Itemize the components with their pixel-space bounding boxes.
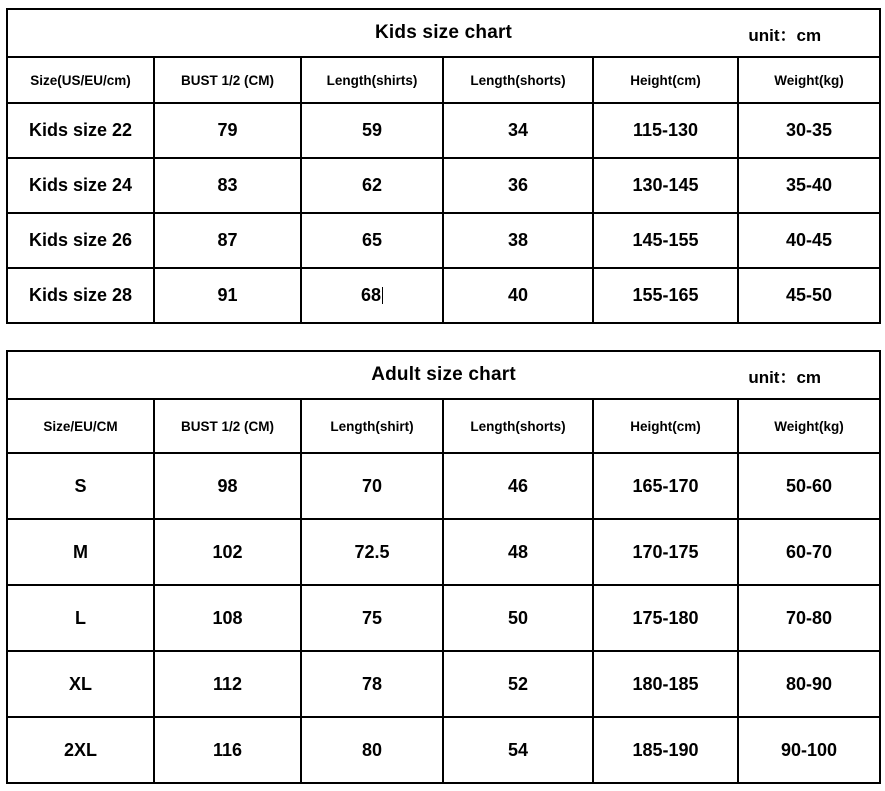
kids-column-header-length-shirts: Length(shirts) [301, 57, 443, 103]
chart-divider-space [6, 324, 879, 350]
adult-chart-unit: unit：cm [748, 367, 822, 387]
kids-row-0-height: 115-130 [593, 103, 738, 158]
table-row [7, 717, 880, 783]
kids-row-1-bust: 83 [154, 158, 301, 213]
kids-row-0-bust: 79 [154, 103, 301, 158]
adult-row-0-length-shirt: 70 [301, 453, 443, 519]
kids-row-3-height: 155-165 [593, 268, 738, 323]
table-row [7, 519, 880, 585]
kids-chart-title-cell [7, 9, 880, 57]
adult-row-0-bust: 98 [154, 453, 301, 519]
adult-row-4-length-shirt: 80 [301, 717, 443, 783]
kids-row-2-bust: 87 [154, 213, 301, 268]
kids-row-3-length-shorts: 40 [443, 268, 593, 323]
kids-row-2-length-shorts: 38 [443, 213, 593, 268]
kids-row-1-weight: 35-40 [738, 158, 880, 213]
kids-row-2-length-shirts: 65 [301, 213, 443, 268]
adult-row-4-length-shorts: 54 [443, 717, 593, 783]
kids-row-0-length-shorts: 34 [443, 103, 593, 158]
kids-row-0-weight: 30-35 [738, 103, 880, 158]
kids-row-3-size: Kids size 28 [7, 268, 154, 323]
kids-column-header-size: Size(US/EU/cm) [7, 57, 154, 103]
adult-row-3-length-shirt: 78 [301, 651, 443, 717]
adult-row-4-weight: 90-100 [738, 717, 880, 783]
adult-chart-title-cell [7, 351, 880, 399]
adult-row-2-size: L [7, 585, 154, 651]
adult-row-0-height: 165-170 [593, 453, 738, 519]
kids-chart-title-row [7, 9, 880, 57]
adult-column-header-length-shorts: Length(shorts) [443, 399, 593, 453]
table-row [7, 103, 880, 158]
kids-row-3-bust: 91 [154, 268, 301, 323]
adult-chart-title-row [7, 351, 880, 399]
adult-chart-header-row [7, 399, 880, 453]
adult-row-0-weight: 50-60 [738, 453, 880, 519]
kids-chart-title: Kids size chart [374, 22, 513, 43]
adult-row-1-bust: 102 [154, 519, 301, 585]
adult-row-2-bust: 108 [154, 585, 301, 651]
kids-row-1-size: Kids size 24 [7, 158, 154, 213]
kids-row-0-length-shirts: 59 [301, 103, 443, 158]
table-row [7, 453, 880, 519]
adult-row-2-length-shirt: 75 [301, 585, 443, 651]
kids-row-3-weight: 45-50 [738, 268, 880, 323]
adult-row-4-bust: 116 [154, 717, 301, 783]
adult-column-header-length-shirt: Length(shirt) [301, 399, 443, 453]
adult-row-3-size: XL [7, 651, 154, 717]
table-row [7, 268, 880, 323]
adult-column-header-bust: BUST 1/2 (CM) [154, 399, 301, 453]
adult-row-1-length-shorts: 48 [443, 519, 593, 585]
adult-size-chart-table [6, 350, 881, 784]
kids-row-1-height: 130-145 [593, 158, 738, 213]
adult-row-1-height: 170-175 [593, 519, 738, 585]
kids-row-2-size: Kids size 26 [7, 213, 154, 268]
adult-row-3-height: 180-185 [593, 651, 738, 717]
adult-row-0-length-shorts: 46 [443, 453, 593, 519]
kids-row-1-length-shirts: 62 [301, 158, 443, 213]
adult-row-1-weight: 60-70 [738, 519, 880, 585]
kids-chart-header-row [7, 57, 880, 103]
adult-row-2-length-shorts: 50 [443, 585, 593, 651]
adult-row-4-height: 185-190 [593, 717, 738, 783]
adult-column-header-height: Height(cm) [593, 399, 738, 453]
kids-column-header-height: Height(cm) [593, 57, 738, 103]
adult-row-3-length-shorts: 52 [443, 651, 593, 717]
adult-chart-title: Adult size chart [371, 364, 516, 385]
adult-row-3-weight: 80-90 [738, 651, 880, 717]
kids-column-header-bust: BUST 1/2 (CM) [154, 57, 301, 103]
adult-row-2-weight: 70-80 [738, 585, 880, 651]
kids-row-2-weight: 40-45 [738, 213, 880, 268]
kids-row-2-height: 145-155 [593, 213, 738, 268]
adult-row-1-length-shirt: 72.5 [301, 519, 443, 585]
kids-row-3-length-shirts: 68 [301, 268, 443, 323]
table-row [7, 585, 880, 651]
adult-row-0-size: S [7, 453, 154, 519]
table-row [7, 651, 880, 717]
kids-column-header-length-shorts: Length(shorts) [443, 57, 593, 103]
adult-column-header-size: Size/EU/CM [7, 399, 154, 453]
kids-row-1-length-shorts: 36 [443, 158, 593, 213]
kids-size-chart-table [6, 8, 881, 324]
adult-row-3-bust: 112 [154, 651, 301, 717]
adult-row-1-size: M [7, 519, 154, 585]
adult-column-header-weight: Weight(kg) [738, 399, 880, 453]
table-row [7, 213, 880, 268]
adult-row-4-size: 2XL [7, 717, 154, 783]
table-row [7, 158, 880, 213]
kids-chart-unit: unit：cm [748, 25, 822, 45]
kids-row-0-size: Kids size 22 [7, 103, 154, 158]
text-caret [382, 287, 383, 304]
adult-row-2-height: 175-180 [593, 585, 738, 651]
kids-column-header-weight: Weight(kg) [738, 57, 880, 103]
